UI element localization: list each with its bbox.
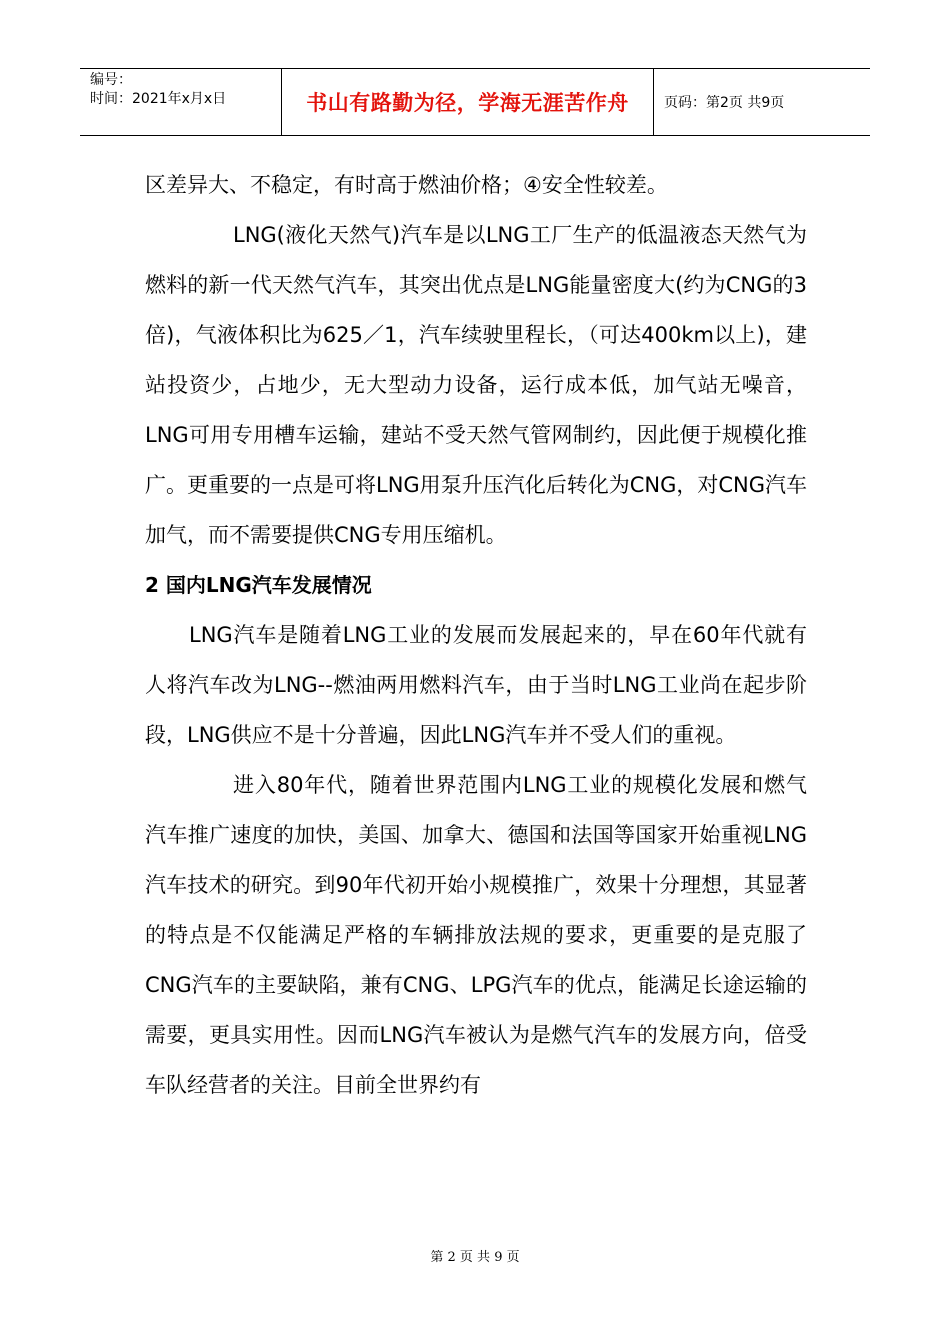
- section-heading: 2 国内LNG汽车发展情况: [145, 573, 372, 597]
- header-meta: [80, 69, 282, 135]
- page-footer: 第 2 页 共 9 页: [430, 1250, 520, 1265]
- header-page-info: 页码：第2页 共9页: [664, 95, 785, 111]
- header-motto: 书山有路勤为径，学海无涯苦作舟: [282, 69, 654, 135]
- document-time-label: 时间：2021年x月x日: [90, 91, 227, 107]
- paragraph-2: LNG(液化天然气)汽车是以LNG工厂生产的低温液态天然气为燃料的新一代天然气汽车，其突出优点是LNG能量密度大(约为CNG的3倍)，气液体积比为625／1，汽车续驶里程长，（可达400km以上)，建站投资少，占地少，无大型动力设备，运行成本低，加气站无噪音，LNG可用专用槽车运输，建站不受天然气管网制约，因此便于规模化推广。更重要的一点是可将LNG用泵升压汽化后转化为CNG，对CNG汽车加气，而不需要提供CNG专用压缩机。: [145, 223, 807, 547]
- paragraph-4: 进入80年代，随着世界范围内LNG工业的规模化发展和燃气汽车推广速度的加快，美国、加拿大、德国和法国等国家开始重视LNG汽车技术的研究。到90年代初开始小规模推广，效果十分理想，其显著的特点是不仅能满足严格的车辆排放法规的要求，更重要的是克服了CNG汽车的主要缺陷，兼有CNG、LPG汽车的优点，能满足长途运输的需要，更具实用性。因而LNG汽车被认为是燃气汽车的发展方向，倍受车队经营者的关注。目前全世界约有: [145, 773, 807, 1097]
- document-number-label: 编号：: [90, 72, 132, 88]
- paragraph-3: LNG汽车是随着LNG工业的发展而发展起来的，早在60年代就有人将汽车改为LNG--燃油两用燃料汽车，由于当时LNG工业尚在起步阶段，LNG供应不是十分普遍，因此LNG汽车并不受人们的重视。: [145, 623, 807, 747]
- page-header: [80, 68, 870, 136]
- paragraph-1: 区差异大、不稳定，有时高于燃油价格；④安全性较差。: [145, 173, 668, 197]
- document-body: [145, 160, 807, 1110]
